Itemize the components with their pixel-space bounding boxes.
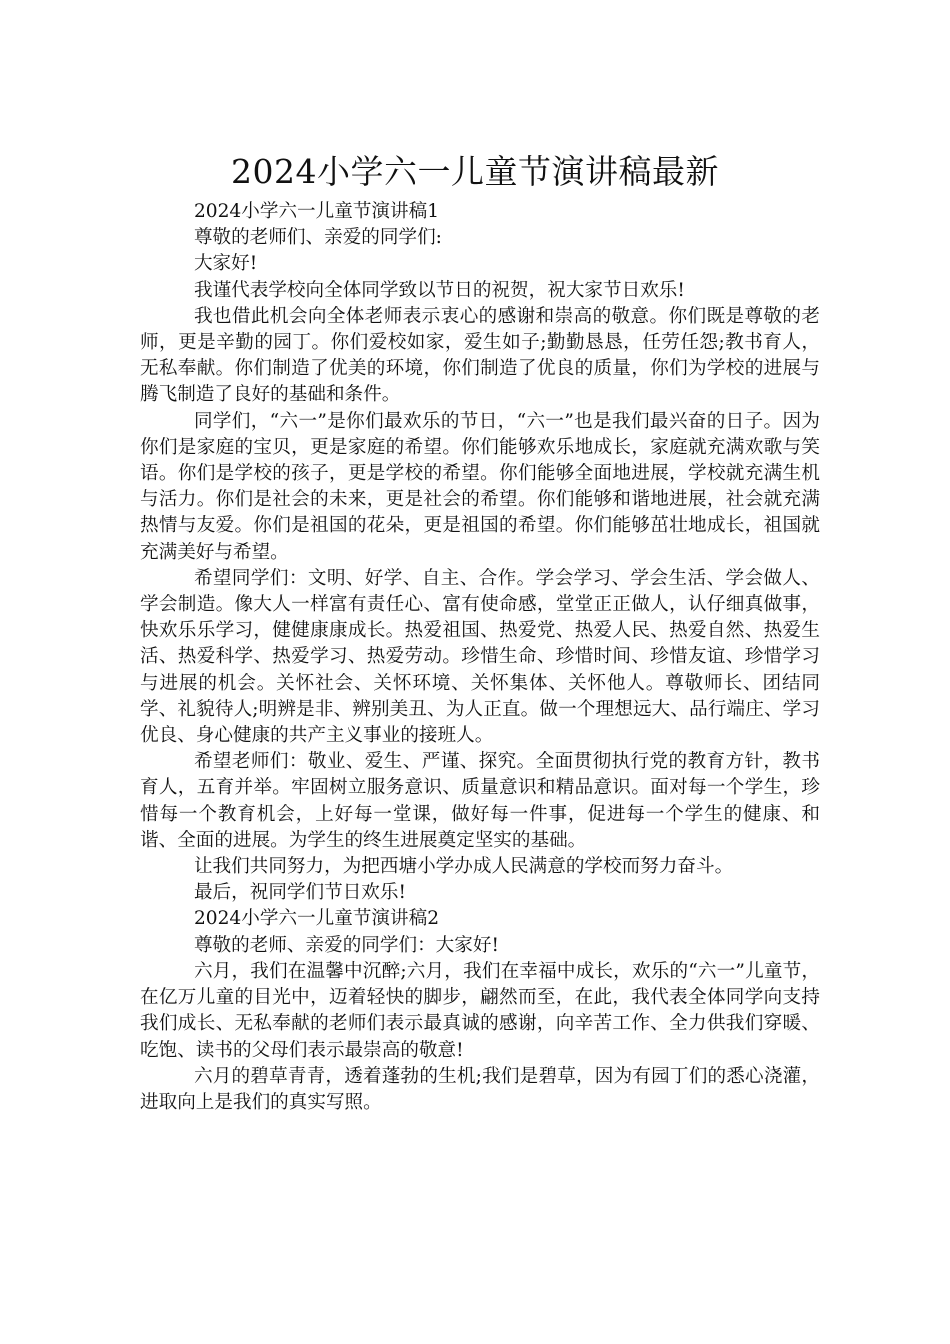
paragraph: 让我们共同努力，为把西塘小学办成人民满意的学校而努力奋斗。 [193, 856, 734, 878]
paragraph: 希望老师们：敬业、爱生、严谨、探究。全面贯彻执行党的教育方针，教书育人，五育并举。牢固树立服务意识、质量意识和精品意识。面对每一个学生，珍惜每一个教育机会，上好每一堂课，做好每一件事，促进每一个学生的健康、和谐、全面的进展。为学生的终生进展奠定坚实的基础。 [140, 751, 820, 851]
paragraph: 我谨代表学校向全体同学致以节日的祝贺，祝大家节日欢乐! [193, 279, 685, 301]
speech-2-heading: 2024小学六一儿童节演讲稿2 [193, 908, 440, 930]
paragraph: 六月，我们在温馨中沉醉;六月，我们在幸福中成长，欢乐的“六一”儿童节，在亿万儿童的目光中，迈着轻快的脚步，翩然而至，在此，我代表全体同学向支持我们成长、无私奉献的老师们表示最真诚的感谢，向辛苦工作、全力供我们穿暖、吃饱、读书的父母们表示最崇高的敬意! [140, 960, 820, 1061]
document-body [140, 199, 820, 1116]
paragraph: 六月的碧草青青，透着蓬勃的生机;我们是碧草，因为有园丁们的悉心浇灌，进取向上是我们的真实写照。 [140, 1065, 820, 1113]
paragraph: 我也借此机会向全体老师表示衷心的感谢和崇高的敬意。你们既是尊敬的老师，更是辛勤的园丁。你们爱校如家，爱生如子;勤勤恳恳，任劳任怨;教书育人，无私奉献。你们制造了优美的环境，你们制造了优良的质量，你们为学校的进展与腾飞制造了良好的基础和条件。 [140, 305, 820, 406]
speech-1-heading: 2024小学六一儿童节演讲稿1 [193, 201, 440, 222]
greeting: 大家好! [193, 253, 258, 275]
closing-line: 最后，祝同学们节日欢乐! [193, 882, 406, 904]
paragraph: 同学们，“六一”是你们最欢乐的节日，“六一”也是我们最兴奋的日子。因为你们是家庭的宝贝，更是家庭的希望。你们能够欢乐地成长，家庭就充满欢歌与笑语。你们是学校的孩子，更是学校的希望。你们能够全面地进展，学校就充满生机与活力。你们是社会的未来，更是社会的希望。你们能够和谐地进展，社会就充满热情与友爱。你们是祖国的花朵，更是祖国的希望。你们能够茁壮地成长，祖国就充满美好与希望。 [140, 410, 820, 563]
salutation: 尊敬的老师们、亲爱的同学们: [193, 227, 442, 249]
paragraph: 希望同学们：文明、好学、自主、合作。学会学习、学会生活、学会做人、学会制造。像大人一样富有责任心、富有使命感，堂堂正正做人，认仔细真做事，快欢乐乐学习，健健康康成长。热爱祖国、热爱党、热爱人民、热爱自然、热爱生活、热爱科学、热爱学习、热爱劳动。珍惜生命、珍惜时间、珍惜友谊、珍惜学习与进展的机会。关怀社会、关怀环境、关怀集体、关怀他人。尊敬师长、团结同学、礼貌待人;明辨是非、辨别美丑、为人正直。做一个理想远大、品行端庄、学习优良、身心健康的共产主义事业的接班人。 [140, 567, 820, 747]
salutation: 尊敬的老师、亲爱的同学们：大家好! [193, 934, 499, 956]
document-title: 2024小学六一儿童节演讲稿最新 [231, 152, 719, 192]
